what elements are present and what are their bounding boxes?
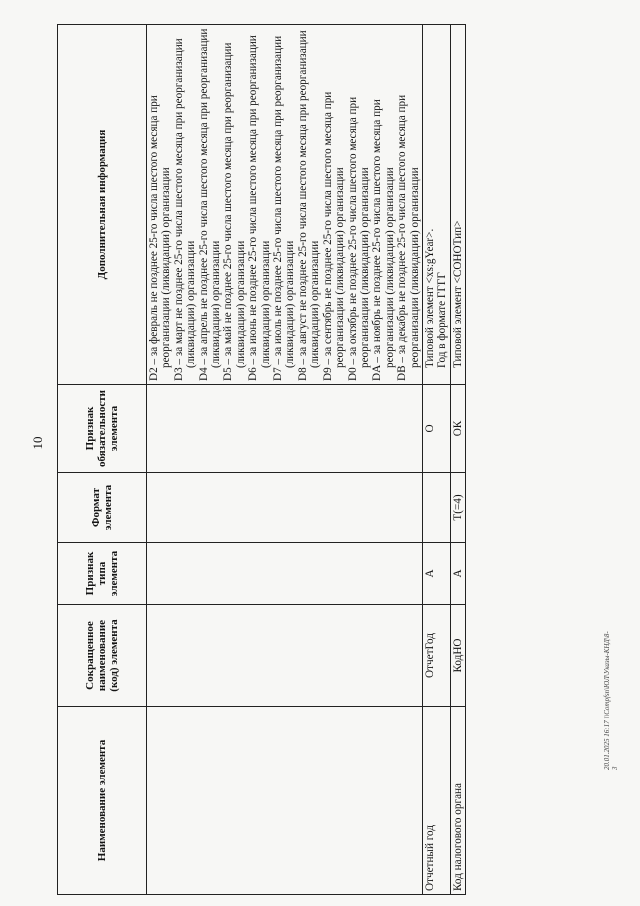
table-row: [422, 25, 450, 895]
cell-empty: [147, 605, 423, 707]
cell-element-type: А: [422, 543, 450, 605]
cell-element-name: Код налогового органа: [450, 707, 465, 895]
cell-empty: [147, 707, 423, 895]
header-element-type: Признак типа элемента: [58, 543, 147, 605]
period-code-line: D4 – за апрель не позднее 25-го числа шестого месяца при реорганизации (ликвидации) организации: [197, 28, 223, 381]
header-element-code: Сокращенное наименование (код) элемента: [58, 605, 147, 707]
cell-element-name: Отчетный год: [422, 707, 450, 895]
info-line: Типовой элемент <СОНОТип>: [451, 220, 464, 368]
cell-element-code: КодНО: [450, 605, 465, 707]
period-code-line: DA – за ноябрь не позднее 25-го числа шестого месяца при реорганизации (ликвидации) организации: [371, 99, 396, 381]
cell-empty: [147, 385, 423, 473]
info-line: Год в формате ГГГГ: [436, 272, 449, 368]
period-code-line: D7 – за июль не позднее 25-го числа шестого месяца при реорганизации (ликвидации) организации: [272, 35, 297, 381]
cell-additional-info: [450, 25, 465, 385]
page-number: 10: [30, 436, 45, 450]
header-element-required: Признак обязательности элемента: [58, 385, 147, 473]
info-line: Типовой элемент <xs:gYear>.: [423, 228, 436, 368]
cell-element-required: О: [422, 385, 450, 473]
cell-element-code: ОтчетГод: [422, 605, 450, 707]
period-code-line: D8 – за август не позднее 25-го числа шестого месяца при реорганизации (ликвидации) организации: [296, 30, 322, 381]
cell-element-type: А: [450, 543, 465, 605]
period-code-line: D3 – за март не позднее 25-го числа шестого месяца при реорганизации (ликвидации) организации: [172, 38, 198, 381]
cell-element-required: ОК: [450, 385, 465, 473]
rotated-page-content: [57, 25, 600, 895]
table-header-row: [58, 25, 147, 895]
period-code-line: D2 – за февраль не позднее 25-го числа шестого месяца при реорганизации (ликвидации) организации: [148, 95, 173, 381]
period-code-line: D9 – за сентябрь не позднее 25-го числа шестого месяца при реорганизации (ликвидации) организации: [321, 91, 347, 381]
header-element-name: Наименование элемента: [58, 707, 147, 895]
period-code-line: D6 – за июнь не позднее 25-го числа шестого месяца при реорганизации (ликвидации) организации: [247, 35, 272, 381]
table-row-continuation: [147, 25, 423, 895]
header-additional-info: Дополнительная информация: [58, 25, 147, 385]
period-code-line: D5 – за май не позднее 25-го числа шестого месяца при реорганизации (ликвидации) организации: [222, 42, 247, 381]
table-row: [450, 25, 465, 895]
cell-empty: [147, 543, 423, 605]
cell-additional-info: [422, 25, 450, 385]
cell-empty: [147, 473, 423, 543]
footer-file-note: 20.01.2025 16:17 \\Compfsn\ЮЛ\Указы-КНД\8-3: [603, 631, 619, 770]
period-code-line: DB – за декабрь не позднее 25-го числа шестого месяца при реорганизации (ликвидации) организации: [396, 94, 421, 381]
cell-element-format: T(=4): [450, 473, 465, 543]
header-element-format: Формат элемента: [58, 473, 147, 543]
period-code-line: D0 – за октябрь не позднее 25-го числа шестого месяца при реорганизации (ликвидации) организации: [346, 96, 371, 381]
cell-element-format: [422, 473, 450, 543]
element-table: [57, 24, 466, 895]
cell-period-codes: [147, 25, 423, 385]
